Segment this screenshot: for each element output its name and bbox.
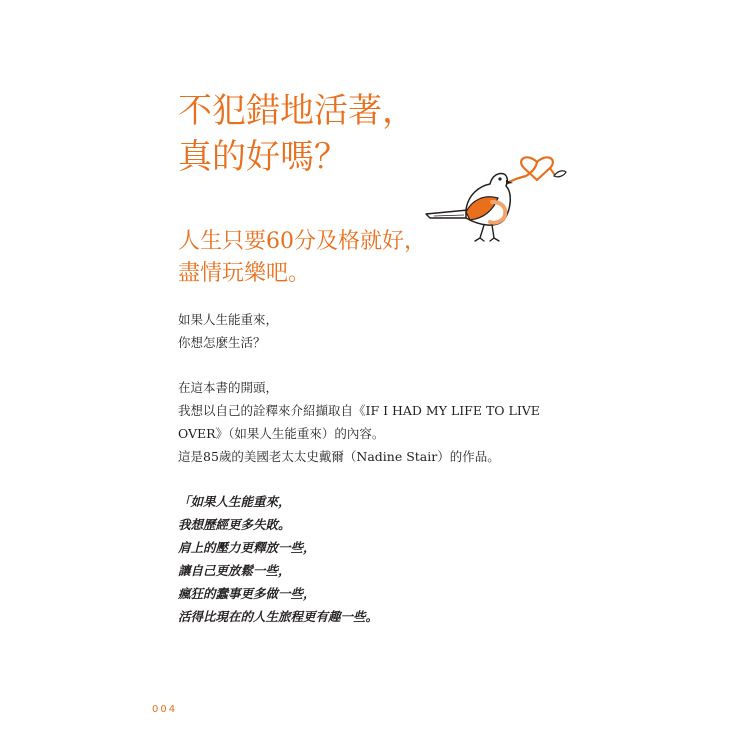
paragraph-line: 這是85歲的美國老太太史戴爾（Nadine Stair）的作品。 — [178, 449, 500, 464]
paragraph-line: 如果人生能重來， — [178, 312, 279, 327]
paragraph-line: 我想以自己的詮釋來介紹擷取自《IF I HAD MY LIFE TO LIVE — [178, 403, 540, 418]
page-number: 004 — [152, 704, 178, 715]
chapter-title-line: 不犯錯地活著， — [178, 91, 416, 131]
context-paragraph — [178, 376, 540, 468]
poem-line: 我想歷經更多失敗。 — [178, 517, 291, 532]
poem-line: 讓自己更放鬆一些， — [178, 563, 291, 578]
poem-line: 瘋狂的蠢事更多做一些， — [178, 586, 316, 601]
poem-quote — [178, 490, 378, 628]
paragraph-line: 在這本書的開頭， — [178, 380, 279, 395]
poem-line: 活得比現在的人生旅程更有趣一些。 — [178, 609, 379, 624]
paragraph-line: 你想怎麼生活？ — [178, 335, 266, 350]
chapter-title-line: 真的好嗎？ — [178, 137, 348, 177]
bird-with-heart-icon — [420, 146, 570, 246]
chapter-subtitle — [178, 226, 426, 290]
chapter-subtitle-line: 人生只要60分及格就好， — [178, 229, 426, 254]
poem-line: 「如果人生能重來， — [178, 494, 291, 509]
intro-paragraph — [178, 308, 278, 354]
paragraph-line: OVER》（如果人生能重來）的內容。 — [178, 426, 385, 441]
poem-line: 肩上的壓力更釋放一些， — [178, 540, 316, 555]
chapter-subtitle-line: 盡情玩樂吧。 — [178, 261, 311, 286]
chapter-title — [178, 88, 416, 180]
